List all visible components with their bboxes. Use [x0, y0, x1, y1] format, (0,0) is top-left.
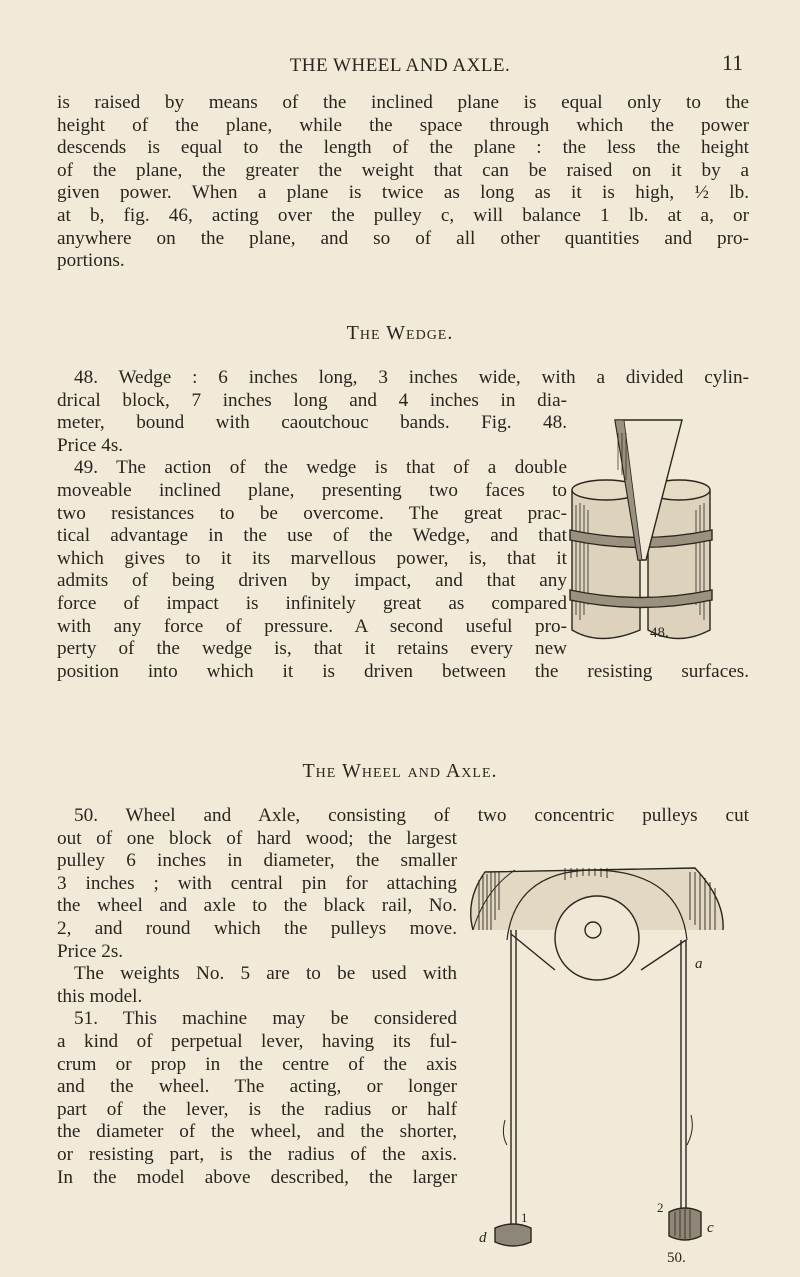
text-line: anywhere on the plane, and so of all other quantities and pro-: [57, 227, 749, 249]
page-number: 11: [722, 50, 744, 75]
figure-50-label: 50.: [667, 1250, 686, 1265]
section-heading-wheel-and-axle: The Wheel and Axle.: [302, 760, 498, 782]
text-line: 2, and round which the pulleys move.: [57, 917, 457, 939]
figure-letter-a: a: [695, 956, 703, 972]
text-line: 50. Wheel and Axle, consisting of two concentric pulleys cut: [74, 805, 749, 826]
text-line: position into which it is driven between the resisting surfaces.: [57, 660, 749, 682]
figure-number-2: 2: [657, 1200, 664, 1215]
figure-number-1: 1: [521, 1210, 528, 1225]
intro-paragraph: [57, 92, 749, 273]
text-line: pulley 6 inches in diameter, the smaller: [57, 850, 457, 872]
text-line: The weights No. 5 are to be used with: [74, 963, 457, 985]
text-line: portions.: [57, 250, 125, 272]
text-line: 51. This machine may be considered: [74, 1008, 457, 1030]
wedge-figure: [560, 415, 720, 640]
wheel-and-axle-figure: [455, 860, 755, 1265]
text-line: the wheel and axle to the black rail, No.: [57, 895, 457, 917]
text-line: with any force of pressure. A second useful pro-: [57, 615, 567, 637]
text-line: perty of the wedge is, that it retains every new: [57, 638, 567, 660]
text-line: Price 2s.: [57, 940, 124, 962]
text-line: Price 4s.: [57, 434, 124, 456]
text-line: 3 inches ; with central pin for attaching: [57, 872, 457, 894]
text-line: height of the plane, while the space through which the power: [57, 114, 749, 136]
text-line: a kind of perpetual lever, having its ful-: [57, 1030, 457, 1052]
text-line: of the plane, the greater the weight that can be raised on it by a: [57, 159, 749, 181]
figure-letter-d: d: [479, 1230, 487, 1246]
text-line: admits of being driven by impact, and that any: [57, 570, 567, 592]
text-line: out of one block of hard wood; the largest: [57, 827, 457, 849]
text-line: two resistances to be overcome. The great prac-: [57, 502, 567, 524]
text-line: In the model above described, the larger: [57, 1166, 457, 1188]
text-line: at b, fig. 46, acting over the pulley c, will balance 1 lb. at a, or: [57, 204, 749, 226]
text-line: 48. Wedge : 6 inches long, 3 inches wide, with a divided cylin-: [74, 367, 749, 388]
text-line: force of impact is infinitely great as compared: [57, 592, 567, 614]
text-line: crum or prop in the centre of the axis: [57, 1053, 457, 1075]
text-line: is raised by means of the inclined plane is equal only to the: [57, 92, 749, 113]
text-line: tical advantage in the use of the Wedge, and that: [57, 525, 567, 547]
text-line: 49. The action of the wedge is that of a double: [74, 457, 567, 479]
text-line: or resisting part, is the radius of the axis.: [57, 1143, 457, 1165]
text-line: given power. When a plane is twice as long as it is high, ½ lb.: [57, 182, 749, 204]
text-line: this model.: [57, 985, 143, 1007]
running-head: THE WHEEL AND AXLE.: [289, 55, 511, 76]
text-line: part of the lever, is the radius or half: [57, 1098, 457, 1120]
figure-letter-c: c: [707, 1220, 714, 1236]
text-line: moveable inclined plane, presenting two faces to: [57, 479, 567, 501]
figure-48-label: 48.: [650, 625, 669, 640]
text-line: meter, bound with caoutchouc bands. Fig. 48.: [57, 412, 567, 434]
text-line: drical block, 7 inches long and 4 inches in dia-: [57, 389, 567, 411]
text-line: the diameter of the wheel, and the shorter,: [57, 1121, 457, 1143]
text-line: which gives to it its marvellous power, is, that it: [57, 547, 567, 569]
section-heading-wedge: The Wedge.: [346, 322, 454, 344]
text-line: and the wheel. The acting, or longer: [57, 1076, 457, 1098]
text-line: descends is equal to the length of the plane : the less the height: [57, 137, 749, 159]
